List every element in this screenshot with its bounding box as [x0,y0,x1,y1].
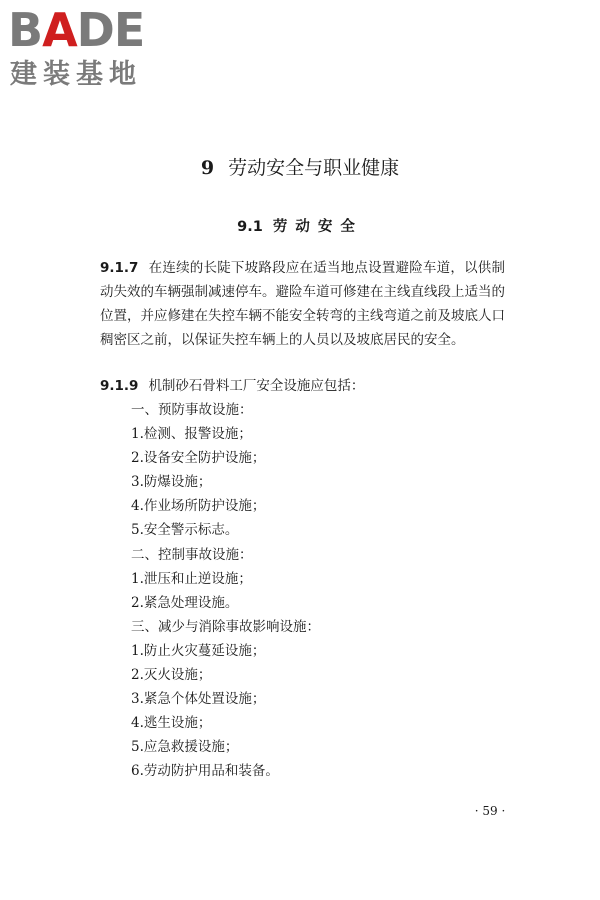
list-item: 3.防爆设施； [131,474,212,491]
logo-letters-de: DE [76,3,145,57]
logo-letter-a: A [42,3,77,57]
list-item: 1.检测、报警设施； [131,426,252,443]
clause-number: 9.1.9 [100,378,139,394]
list-item: 一、预防事故设施： [131,402,253,418]
clause-9-1-9 [100,374,505,398]
bade-logo [8,4,178,96]
chapter-number: 9 [200,157,215,179]
list-item: 2.设备安全防护设施； [131,450,266,467]
section-title-text: 劳动安全 [272,219,363,235]
list-item: 2.紧急处理设施。 [131,594,239,611]
list-item: 2.灭火设施； [131,667,212,684]
logo-subtitle: 建装基地 [10,59,142,90]
clause-9-1-7 [100,256,505,352]
logo-letter-b: B [8,3,43,57]
list-item: 1.泄压和止逆设施； [131,570,252,587]
page-number: · 59 · [474,804,506,818]
section-number: 9.1 [237,219,263,235]
list-item: 二、控制事故设施： [131,546,253,563]
list-item: 6.劳动防护用品和装备。 [131,763,279,780]
list-item: 1.防止火灾蔓延设施； [131,642,266,659]
clause-text: 机制砂石骨料工厂安全设施应包括： [148,378,365,394]
list-item: 4.作业场所防护设施； [131,498,266,515]
list-item: 3.紧急个体处置设施； [131,691,266,708]
chapter-title-text: 劳动安全与职业健康 [228,157,400,179]
list-item: 三、减少与消除事故影响设施： [131,618,320,635]
logo-wordmark [8,4,144,56]
chapter-title [0,154,600,182]
clause-number: 9.1.7 [100,260,139,276]
clause-text: 在连续的长陡下坡路段应在适当地点设置避险车道，以供制动失效的车辆强制减速停车。避险车道可修建在主线直线段上适当的位置，并应修建在失控车辆不能安全转弯的主线弯道之前及坡底人口稠密区之前，以保证失控车辆上的人员以及坡底居民的安全。 [100,260,505,348]
list-item: 4.逃生设施； [131,715,212,732]
safety-facility-list [131,398,320,784]
list-item: 5.应急救援设施； [131,739,239,756]
section-title [0,216,600,238]
list-item: 5.安全警示标志。 [131,522,239,539]
